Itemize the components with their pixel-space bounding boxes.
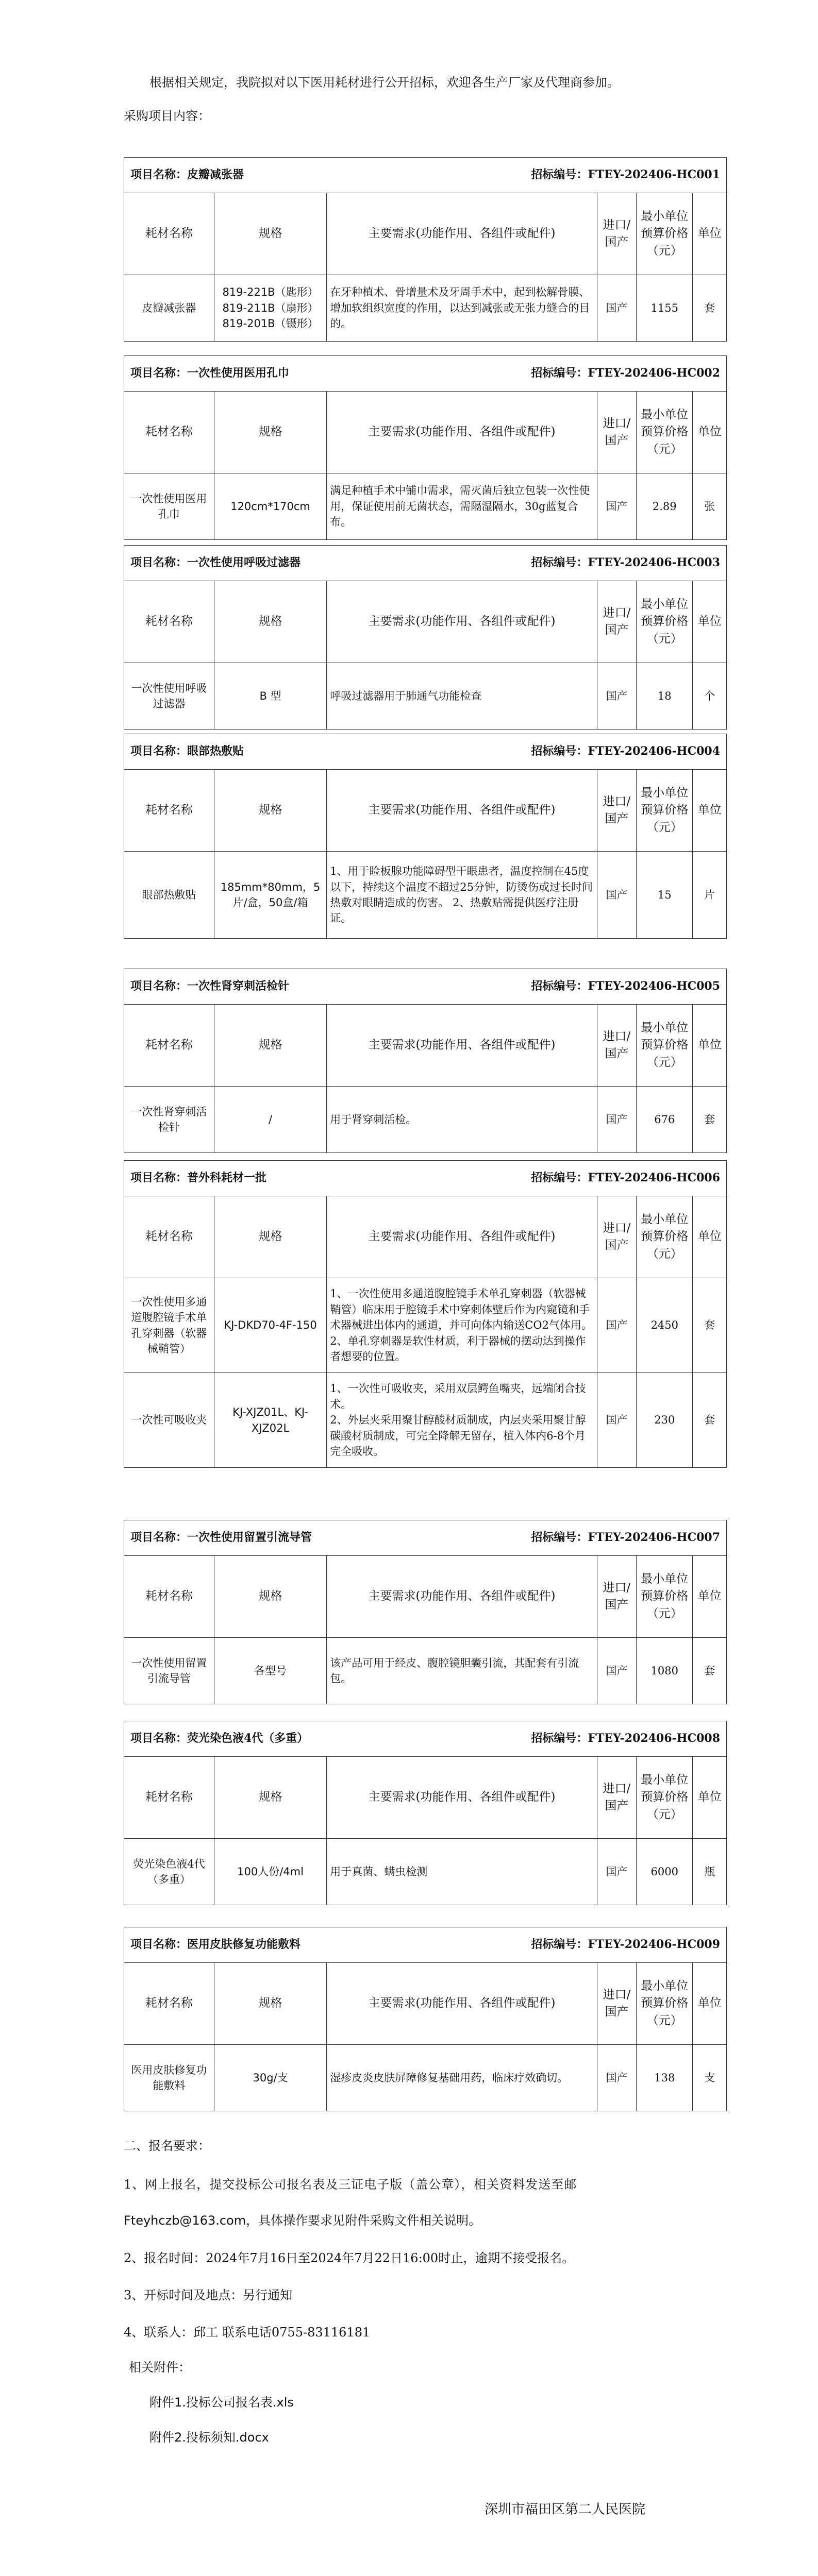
item-price: 15 — [637, 852, 693, 939]
project-table — [124, 1927, 727, 2111]
project-title-row — [124, 546, 727, 581]
project-table — [124, 734, 727, 939]
attachment-1[interactable]: 附件1.投标公司报名表.xls — [149, 2395, 294, 2410]
tender-number: 招标编号：FTEY-202406-HC005 — [531, 979, 720, 993]
item-origin: 国产 — [597, 1839, 636, 1905]
col-header-unit: 单位 — [693, 770, 727, 852]
col-header-requirement: 主要需求(功能作用、各组件或配件) — [327, 1757, 597, 1839]
item-requirement: 用于肾穿刺活检。 — [327, 1087, 597, 1153]
col-header-requirement: 主要需求(功能作用、各组件或配件) — [327, 1196, 597, 1278]
col-header-price: 最小单位预算价格（元） — [637, 1556, 693, 1638]
item-name: 一次性肾穿刺活检针 — [124, 1087, 214, 1153]
item-name: 一次性使用医用孔巾 — [124, 473, 214, 540]
item-price: 18 — [637, 663, 693, 730]
item-origin: 国产 — [597, 1087, 636, 1153]
column-header-row — [124, 581, 727, 663]
tender-number: 招标编号：FTEY-202406-HC009 — [531, 1938, 720, 1952]
col-header-unit: 单位 — [693, 193, 727, 275]
table-row — [124, 1638, 727, 1704]
col-header-origin: 进口/国产 — [597, 1757, 636, 1839]
project-table — [124, 1160, 727, 1468]
item-spec: / — [214, 1087, 326, 1153]
col-header-requirement: 主要需求(功能作用、各组件或配件) — [327, 581, 597, 663]
item-spec: KJ-XJZ01L、KJ-XJZ02L — [214, 1373, 327, 1468]
col-header-origin: 进口/国产 — [597, 1963, 636, 2045]
col-header-origin: 进口/国产 — [597, 1556, 636, 1638]
project-title: 项目名称：一次性使用呼吸过滤器 — [130, 556, 301, 570]
signup-item-1-email[interactable]: Fteyhczb@163.com，具体操作要求见附件采购文件相关说明。 — [124, 2213, 481, 2228]
col-header-name: 耗材名称 — [124, 1757, 214, 1839]
col-header-unit: 单位 — [693, 392, 727, 473]
item-unit: 套 — [693, 1373, 727, 1468]
item-unit: 个 — [693, 663, 727, 730]
project-title-row — [124, 1721, 727, 1757]
col-header-spec: 规格 — [214, 1005, 326, 1087]
item-unit: 套 — [693, 1638, 727, 1704]
table-row — [124, 1278, 727, 1373]
item-price: 1080 — [637, 1638, 693, 1704]
table-row — [124, 275, 727, 342]
project-block — [124, 545, 727, 730]
item-origin: 国产 — [597, 663, 636, 730]
item-origin: 国产 — [597, 852, 636, 939]
item-name: 一次性使用留置引流导管 — [124, 1638, 214, 1704]
column-header-row — [124, 1005, 727, 1087]
col-header-requirement: 主要需求(功能作用、各组件或配件) — [327, 392, 597, 473]
project-table — [124, 1520, 727, 1704]
attachments-heading: 相关附件： — [129, 2360, 191, 2375]
col-header-unit: 单位 — [693, 1556, 727, 1638]
table-row — [124, 1087, 727, 1153]
tender-number: 招标编号：FTEY-202406-HC001 — [531, 168, 720, 182]
item-spec: KJ-DKD70-4F-150 — [214, 1278, 327, 1373]
col-header-unit: 单位 — [693, 581, 727, 663]
signup-heading: 二、报名要求： — [124, 2139, 210, 2153]
project-title-row — [124, 158, 727, 193]
table-row — [124, 852, 727, 939]
col-header-name: 耗材名称 — [124, 581, 214, 663]
item-requirement: 1、一次性可吸收夹，采用双层鳄鱼嘴夹，远端闭合技术。 2、外层夹采用聚甘醇酸材质制成，内层夹采用聚甘醇碳酸材质制成，可完全降解无留存，植入体内6-8个月完全吸收。 — [327, 1373, 597, 1468]
item-spec: 各型号 — [214, 1638, 326, 1704]
project-title: 项目名称：皮瓣减张器 — [130, 168, 244, 182]
col-header-price: 最小单位预算价格（元） — [637, 193, 693, 275]
column-header-row — [124, 1556, 727, 1638]
column-header-row — [124, 1196, 727, 1278]
col-header-requirement: 主要需求(功能作用、各组件或配件) — [327, 193, 597, 275]
item-requirement: 该产品可用于经皮、腹腔镜胆囊引流，其配套有引流包。 — [327, 1638, 597, 1704]
project-table — [124, 355, 727, 540]
col-header-name: 耗材名称 — [124, 392, 214, 473]
col-header-spec: 规格 — [214, 770, 326, 852]
tender-number: 招标编号：FTEY-202406-HC008 — [531, 1732, 720, 1745]
col-header-origin: 进口/国产 — [597, 1196, 636, 1278]
project-block — [124, 1721, 727, 1905]
column-header-row — [124, 193, 727, 275]
col-header-name: 耗材名称 — [124, 1556, 214, 1638]
col-header-unit: 单位 — [693, 1196, 727, 1278]
project-title-row — [124, 969, 727, 1005]
item-origin: 国产 — [597, 275, 636, 342]
col-header-requirement: 主要需求(功能作用、各组件或配件) — [327, 1963, 597, 2045]
item-price: 230 — [637, 1373, 693, 1468]
item-origin: 国产 — [597, 2045, 636, 2111]
item-name: 一次性使用多通道腹腔镜手术单孔穿刺器（软器械鞘管） — [124, 1278, 214, 1373]
project-block — [124, 734, 727, 939]
item-name: 医用皮肤修复功能敷料 — [124, 2045, 214, 2111]
item-requirement: 1、一次性使用多通道腹腔镜手术单孔穿刺器（软器械鞘管）临床用于腔镜手术中穿刺体壁后作为内窥镜和手术器械进出体内的通道，并可向体内输送CO2气体用。 2、单孔穿刺器是软性材质，利于器械的摆动达到操作者想要的位置。 — [327, 1278, 597, 1373]
project-title-row — [124, 1927, 727, 1963]
table-row — [124, 1839, 727, 1905]
signup-item-4: 4、联系人：邱工 联系电话0755-83116181 — [124, 2325, 371, 2340]
project-title: 项目名称：一次性肾穿刺活检针 — [130, 979, 290, 993]
item-unit: 张 — [693, 473, 727, 540]
col-header-spec: 规格 — [214, 392, 326, 473]
table-row — [124, 473, 727, 540]
item-unit: 套 — [693, 1087, 727, 1153]
item-price: 138 — [637, 2045, 693, 2111]
col-header-spec: 规格 — [214, 1196, 327, 1278]
col-header-unit: 单位 — [693, 1757, 727, 1839]
tender-number: 招标编号：FTEY-202406-HC006 — [531, 1171, 720, 1185]
project-block — [124, 1160, 727, 1468]
col-header-unit: 单位 — [693, 1963, 727, 2045]
col-header-origin: 进口/国产 — [597, 193, 636, 275]
item-price: 2.89 — [637, 473, 693, 540]
item-spec: B 型 — [214, 663, 327, 730]
tender-number: 招标编号：FTEY-202406-HC003 — [531, 556, 720, 570]
col-header-name: 耗材名称 — [124, 1196, 214, 1278]
col-header-price: 最小单位预算价格（元） — [637, 1196, 693, 1278]
item-origin: 国产 — [597, 473, 636, 540]
item-requirement: 在牙种植术、骨增量术及牙周手术中，起到松解骨膜、增加软组织宽度的作用，以达到减张或无张力缝合的目的。 — [327, 275, 597, 342]
project-title-row — [124, 1161, 727, 1196]
item-price: 2450 — [637, 1278, 693, 1373]
col-header-origin: 进口/国产 — [597, 1005, 636, 1087]
project-title: 项目名称：一次性使用留置引流导管 — [130, 1531, 312, 1545]
item-name: 荧光染色液4代（多重） — [124, 1839, 214, 1905]
col-header-requirement: 主要需求(功能作用、各组件或配件) — [327, 1556, 597, 1638]
item-spec: 120cm*170cm — [214, 473, 326, 540]
column-header-row — [124, 1757, 727, 1839]
col-header-price: 最小单位预算价格（元） — [637, 581, 693, 663]
col-header-name: 耗材名称 — [124, 193, 214, 275]
table-row — [124, 2045, 727, 2111]
item-spec: 100人份/4ml — [214, 1839, 327, 1905]
col-header-price: 最小单位预算价格（元） — [637, 1757, 693, 1839]
signature-org: 深圳市福田区第二人民医院 — [485, 2502, 646, 2517]
project-table — [124, 157, 727, 342]
table-row — [124, 1373, 727, 1468]
intro-text: 根据相关规定，我院拟对以下医用耗材进行公开招标，欢迎各生产厂家及代理商参加。 — [149, 75, 620, 90]
col-header-origin: 进口/国产 — [597, 392, 636, 473]
item-name: 眼部热敷贴 — [124, 852, 214, 939]
item-spec: 30g/支 — [214, 2045, 327, 2111]
project-title: 项目名称：一次性使用医用孔巾 — [130, 366, 290, 380]
item-requirement: 1、用于睑板腺功能障碍型干眼患者，温度控制在45度以下，持续这个温度不超过25分钟，防烫伤或过长时间热敷对眼睛造成的伤害。 2、热敷贴需提供医疗注册证。 — [327, 852, 597, 939]
col-header-name: 耗材名称 — [124, 1005, 214, 1087]
column-header-row — [124, 392, 727, 473]
col-header-spec: 规格 — [214, 193, 326, 275]
item-requirement: 湿疹皮炎皮肤屏障修复基础用药，临床疗效确切。 — [327, 2045, 597, 2111]
item-unit: 片 — [693, 852, 727, 939]
item-unit: 套 — [693, 275, 727, 342]
project-block — [124, 1927, 727, 2111]
col-header-requirement: 主要需求(功能作用、各组件或配件) — [327, 770, 597, 852]
signup-item-2: 2、报名时间：2024年7月16日至2024年7月22日16:00时止，逾期不接受报名。 — [124, 2251, 575, 2265]
col-header-requirement: 主要需求(功能作用、各组件或配件) — [327, 1005, 597, 1087]
item-origin: 国产 — [597, 1278, 636, 1373]
project-title: 项目名称：医用皮肤修复功能敷料 — [130, 1938, 301, 1952]
col-header-spec: 规格 — [214, 1556, 326, 1638]
col-header-origin: 进口/国产 — [597, 770, 636, 852]
item-name: 一次性可吸收夹 — [124, 1373, 214, 1468]
project-title-row — [124, 734, 727, 770]
item-name: 一次性使用呼吸过滤器 — [124, 663, 214, 730]
intro-subheading: 采购项目内容： — [124, 109, 210, 123]
col-header-name: 耗材名称 — [124, 1963, 214, 2045]
column-header-row — [124, 1963, 727, 2045]
col-header-spec: 规格 — [214, 1757, 327, 1839]
project-title: 项目名称：普外科耗材一批 — [130, 1171, 267, 1185]
project-title-row — [124, 1520, 727, 1556]
attachment-2[interactable]: 附件2.投标须知.docx — [149, 2430, 269, 2445]
item-unit: 套 — [693, 1278, 727, 1373]
column-header-row — [124, 770, 727, 852]
col-header-price: 最小单位预算价格（元） — [637, 392, 693, 473]
col-header-name: 耗材名称 — [124, 770, 214, 852]
col-header-price: 最小单位预算价格（元） — [637, 1963, 693, 2045]
tender-number: 招标编号：FTEY-202406-HC002 — [531, 366, 720, 380]
table-row — [124, 663, 727, 730]
project-title-row — [124, 356, 727, 392]
col-header-spec: 规格 — [214, 581, 327, 663]
item-spec: 819-221B（匙形） 819-211B（扇形） 819-201B（镊形） — [214, 275, 326, 342]
project-table — [124, 1721, 727, 1905]
tender-number: 招标编号：FTEY-202406-HC004 — [531, 744, 720, 758]
item-origin: 国产 — [597, 1373, 636, 1468]
item-spec: 185mm*80mm，5片/盒，50盒/箱 — [214, 852, 326, 939]
project-block — [124, 355, 727, 540]
item-price: 676 — [637, 1087, 693, 1153]
project-table — [124, 969, 727, 1153]
signup-item-1: 1、网上报名，提交投标公司报名表及三证电子版（盖公章），相关资料发送至邮 — [124, 2177, 577, 2192]
col-header-spec: 规格 — [214, 1963, 327, 2045]
item-requirement: 满足种植手术中铺巾需求，需灭菌后独立包装一次性使用，保证使用前无菌状态，需隔湿隔水，30g蓝复合布。 — [327, 473, 597, 540]
item-name: 皮瓣减张器 — [124, 275, 214, 342]
project-title: 项目名称：眼部热敷贴 — [130, 744, 244, 758]
item-price: 6000 — [637, 1839, 693, 1905]
item-unit: 支 — [693, 2045, 727, 2111]
project-block — [124, 969, 727, 1153]
col-header-price: 最小单位预算价格（元） — [637, 770, 693, 852]
tender-number: 招标编号：FTEY-202406-HC007 — [531, 1531, 720, 1545]
col-header-price: 最小单位预算价格（元） — [637, 1005, 693, 1087]
item-requirement: 用于真菌、螨虫检测 — [327, 1839, 597, 1905]
signup-item-3: 3、开标时间及地点：另行通知 — [124, 2288, 293, 2302]
col-header-origin: 进口/国产 — [597, 581, 636, 663]
item-origin: 国产 — [597, 1638, 636, 1704]
item-requirement: 呼吸过滤器用于肺通气功能检查 — [327, 663, 597, 730]
col-header-unit: 单位 — [693, 1005, 727, 1087]
project-block — [124, 157, 727, 342]
item-unit: 瓶 — [693, 1839, 727, 1905]
item-price: 1155 — [637, 275, 693, 342]
project-table — [124, 545, 727, 730]
project-block — [124, 1520, 727, 1704]
project-title: 项目名称：荧光染色液4代（多重） — [130, 1732, 309, 1745]
